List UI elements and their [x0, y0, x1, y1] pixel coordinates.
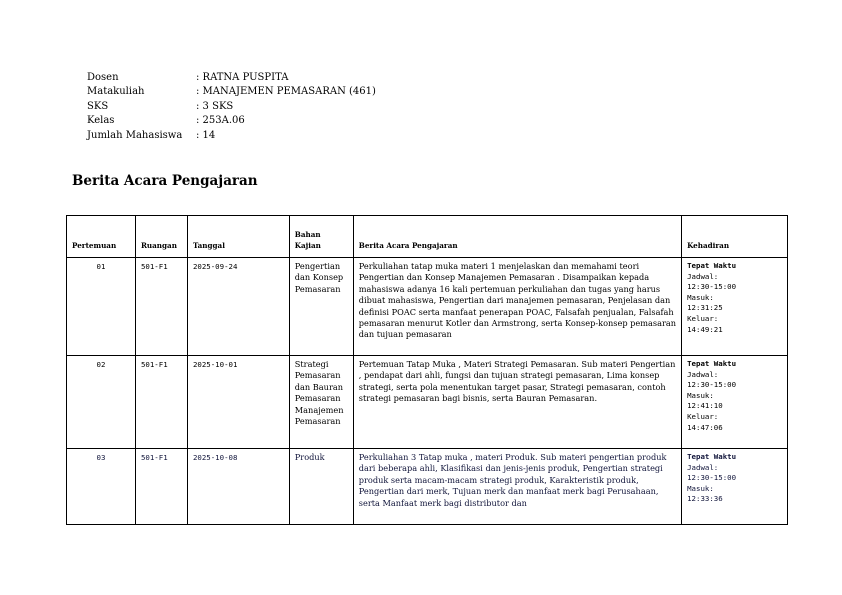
schedule-time: 12:30-15:00 [687, 282, 737, 292]
info-value: : 253A.06 [196, 115, 245, 127]
info-row-matakuliah [87, 85, 376, 99]
table-row [67, 449, 788, 525]
check-in-time: 12:41:10 [687, 401, 723, 411]
schedule-time: 12:30-15:00 [687, 380, 737, 390]
cell-ruangan: 501-F1 [135, 449, 187, 525]
schedule-label: Jadwal: [687, 271, 719, 281]
table-row [67, 356, 788, 449]
check-out-time: 14:49:21 [687, 324, 723, 334]
cell-pertemuan: 03 [67, 449, 136, 525]
cell-ruangan: 501-F1 [135, 258, 187, 356]
cell-tanggal: 2025-09-24 [187, 258, 289, 356]
header-bahan-kajian: Bahan Kajian [289, 216, 353, 258]
info-value: : 3 SKS [196, 100, 234, 112]
cell-kehadiran [682, 449, 788, 525]
check-out-label: Keluar: [687, 411, 719, 421]
info-row-dosen [87, 71, 376, 85]
info-value: : 14 [196, 129, 216, 141]
attendance-status: Tepat Waktu [687, 359, 737, 368]
header-tanggal: Tanggal [187, 216, 289, 258]
check-in-label: Masuk: [687, 390, 714, 400]
info-row-sks [87, 100, 376, 114]
header-ruangan: Ruangan [135, 216, 187, 258]
table-header-row [67, 216, 788, 258]
cell-tanggal: 2025-10-01 [187, 356, 289, 449]
cell-kehadiran [682, 258, 788, 356]
info-row-jumlah-mahasiswa [87, 129, 376, 143]
cell-kehadiran [682, 356, 788, 449]
cell-bahan-kajian: Pengertian dan Konsep Pemasaran [289, 258, 353, 356]
schedule-label: Jadwal: [687, 369, 719, 379]
info-label: Dosen [87, 72, 119, 83]
cell-berita-acara: Pertemuan Tatap Muka , Materi Strategi Pemasaran. Sub materi Pengertian , pendapat dari ahli, fungsi dan tujuan strategi pemasaran, Lima konsep strategi, serta pola menentukan target pasar, Strategi pemasaran, contoh strategi pemasaran bagi bisnis, serta Bauran Pemasaran. [353, 356, 681, 449]
info-value: : MANAJEMEN PEMASARAN (461) [196, 86, 376, 98]
table-row [67, 258, 788, 356]
header-pertemuan: Pertemuan [67, 216, 136, 258]
check-in-time: 12:33:36 [687, 494, 723, 504]
header-berita-acara: Berita Acara Pengajaran [353, 216, 681, 258]
info-label: Matakuliah [87, 86, 145, 98]
check-in-time: 12:31:25 [687, 303, 723, 313]
info-label: SKS [87, 100, 109, 112]
info-value: : RATNA PUSPITA [196, 72, 289, 83]
cell-berita-acara: Perkuliahan tatap muka materi 1 menjelaskan dan memahami teori Pengertian dan Konsep Manajemen Pemasaran . Disampaikan kepada mahasiswa adanya 16 kali pertemuan perkuliahan dan tugas yang harus dibuat mahasiswa, Pengertian dari manajemen pemasaran, Penjelasan dan definisi POAC serta manfaat penerapan POAC, Falsafah penjualan, Falsafah pemasaran menurut Kotler dan Armstrong, serta Konsep-konsep pemasaran dan tujuan pemasaran [353, 258, 681, 356]
attendance-status: Tepat Waktu [687, 452, 737, 461]
info-row-kelas [87, 114, 376, 128]
cell-pertemuan: 02 [67, 356, 136, 449]
schedule-time: 12:30-15:00 [687, 473, 737, 483]
info-label: Jumlah Mahasiswa [87, 129, 183, 141]
attendance-status: Tepat Waktu [687, 261, 737, 270]
check-in-label: Masuk: [687, 483, 714, 493]
check-out-label: Keluar: [687, 313, 719, 323]
cell-bahan-kajian: Produk [289, 449, 353, 525]
cell-tanggal: 2025-10-08 [187, 449, 289, 525]
check-in-label: Masuk: [687, 292, 714, 302]
teaching-report-table [66, 215, 788, 525]
header-kehadiran: Kehadiran [682, 216, 788, 258]
cell-berita-acara: Perkuliahan 3 Tatap muka , materi Produk. Sub materi pengertian produk dari beberapa ahli, Klasifikasi dan jenis-jenis produk, Pengertian strategi produk serta macam-macam strategi produk, Karakteristik produk, Pengertian dari merk, Tujuan merk dan manfaat merk bagi Perusahaan, serta Manfaat merk bagi distributor dan [353, 449, 681, 525]
cell-pertemuan: 01 [67, 258, 136, 356]
lecture-info [87, 71, 376, 143]
check-out-time: 14:47:06 [687, 422, 723, 432]
cell-bahan-kajian: Strategi Pemasaran dan Bauran Pemasaran Manajemen Pemasaran [289, 356, 353, 449]
page-title: Berita Acara Pengajaran [72, 173, 258, 189]
schedule-label: Jadwal: [687, 462, 719, 472]
cell-ruangan: 501-F1 [135, 356, 187, 449]
info-label: Kelas [87, 115, 115, 127]
